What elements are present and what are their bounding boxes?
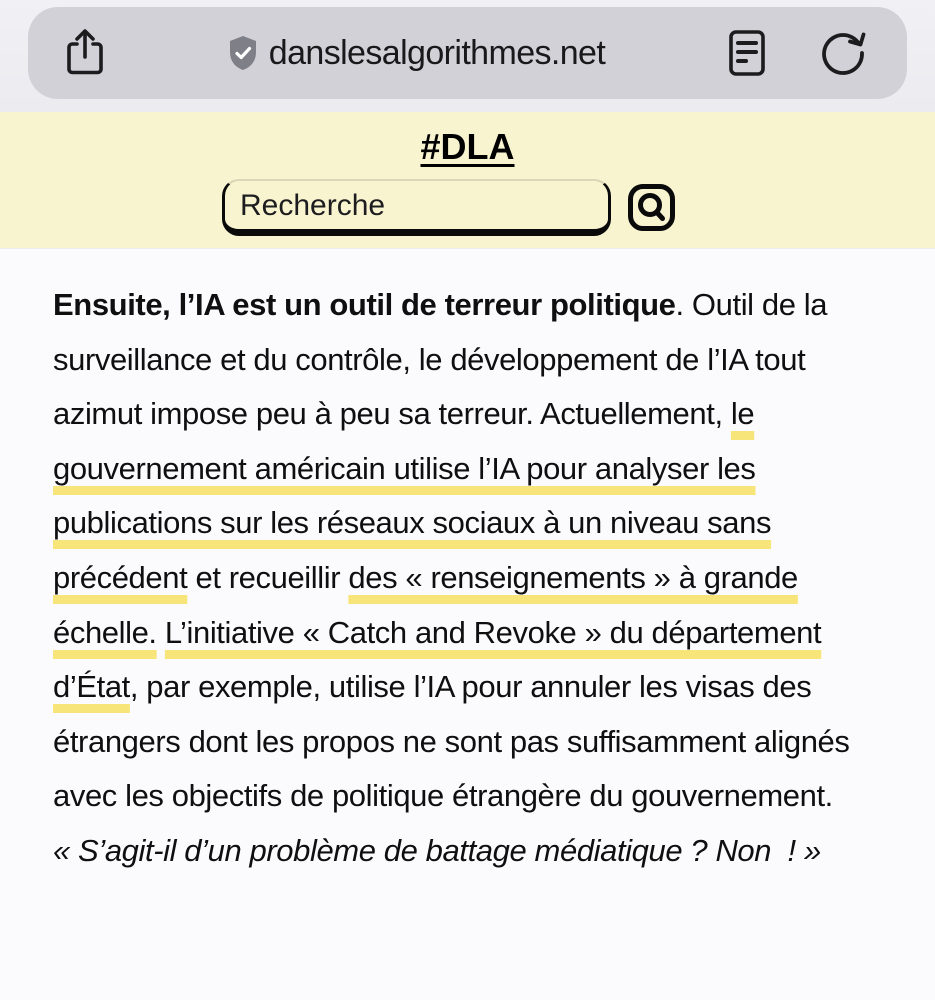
- article-link-renseignements[interactable]: des « renseignements » à grande échelle.: [53, 559, 798, 650]
- search-input[interactable]: [222, 179, 611, 236]
- share-button[interactable]: [64, 27, 106, 79]
- article-text-2: et recueillir: [187, 559, 349, 595]
- site-header: [0, 112, 935, 248]
- article-paragraph: [53, 278, 883, 879]
- article-link-catch-and-revoke[interactable]: L’initiative « Catch and Revoke » du département d’État: [53, 614, 822, 705]
- article-text-1: . Outil de la surveillance et du contrôle, le développement de l’IA tout azimut impose peu à peu sa terreur. Actuellement,: [53, 287, 828, 432]
- reload-button[interactable]: [819, 28, 867, 78]
- shield-check-icon: [228, 35, 258, 71]
- article-content: [0, 248, 935, 879]
- search-bar: [0, 179, 916, 236]
- article-text-4: , par exemple, utilise l’IA pour annuler les visas des étrangers dont les propos ne sont pas suffisamment alignés avec les objectifs de politique étrangère du gouvernement.: [53, 669, 850, 814]
- reload-icon: [819, 28, 867, 78]
- site-title-link[interactable]: #DLA: [420, 126, 515, 167]
- url-text: danslesalgorithmes.net: [268, 33, 606, 72]
- browser-chrome: [0, 0, 935, 112]
- share-icon: [64, 27, 106, 79]
- article-quote: « S’agit-il d’un problème de battage médiatique ? Non ! »: [53, 832, 821, 868]
- article-text-3: [157, 615, 165, 650]
- article-bold-lead: Ensuite, l’IA est un outil de terreur politique: [53, 287, 676, 322]
- magnifier-icon: [635, 191, 669, 225]
- article-link-surveillance[interactable]: le gouvernement américain utilise l’IA pour analyser les publications sur les réseaux sociaux à un niveau sans précédent: [53, 396, 772, 595]
- search-button[interactable]: [628, 184, 675, 231]
- reader-icon: [727, 28, 767, 78]
- reader-button[interactable]: [727, 28, 767, 78]
- url-bar[interactable]: [28, 7, 907, 99]
- address-field[interactable]: [106, 34, 727, 73]
